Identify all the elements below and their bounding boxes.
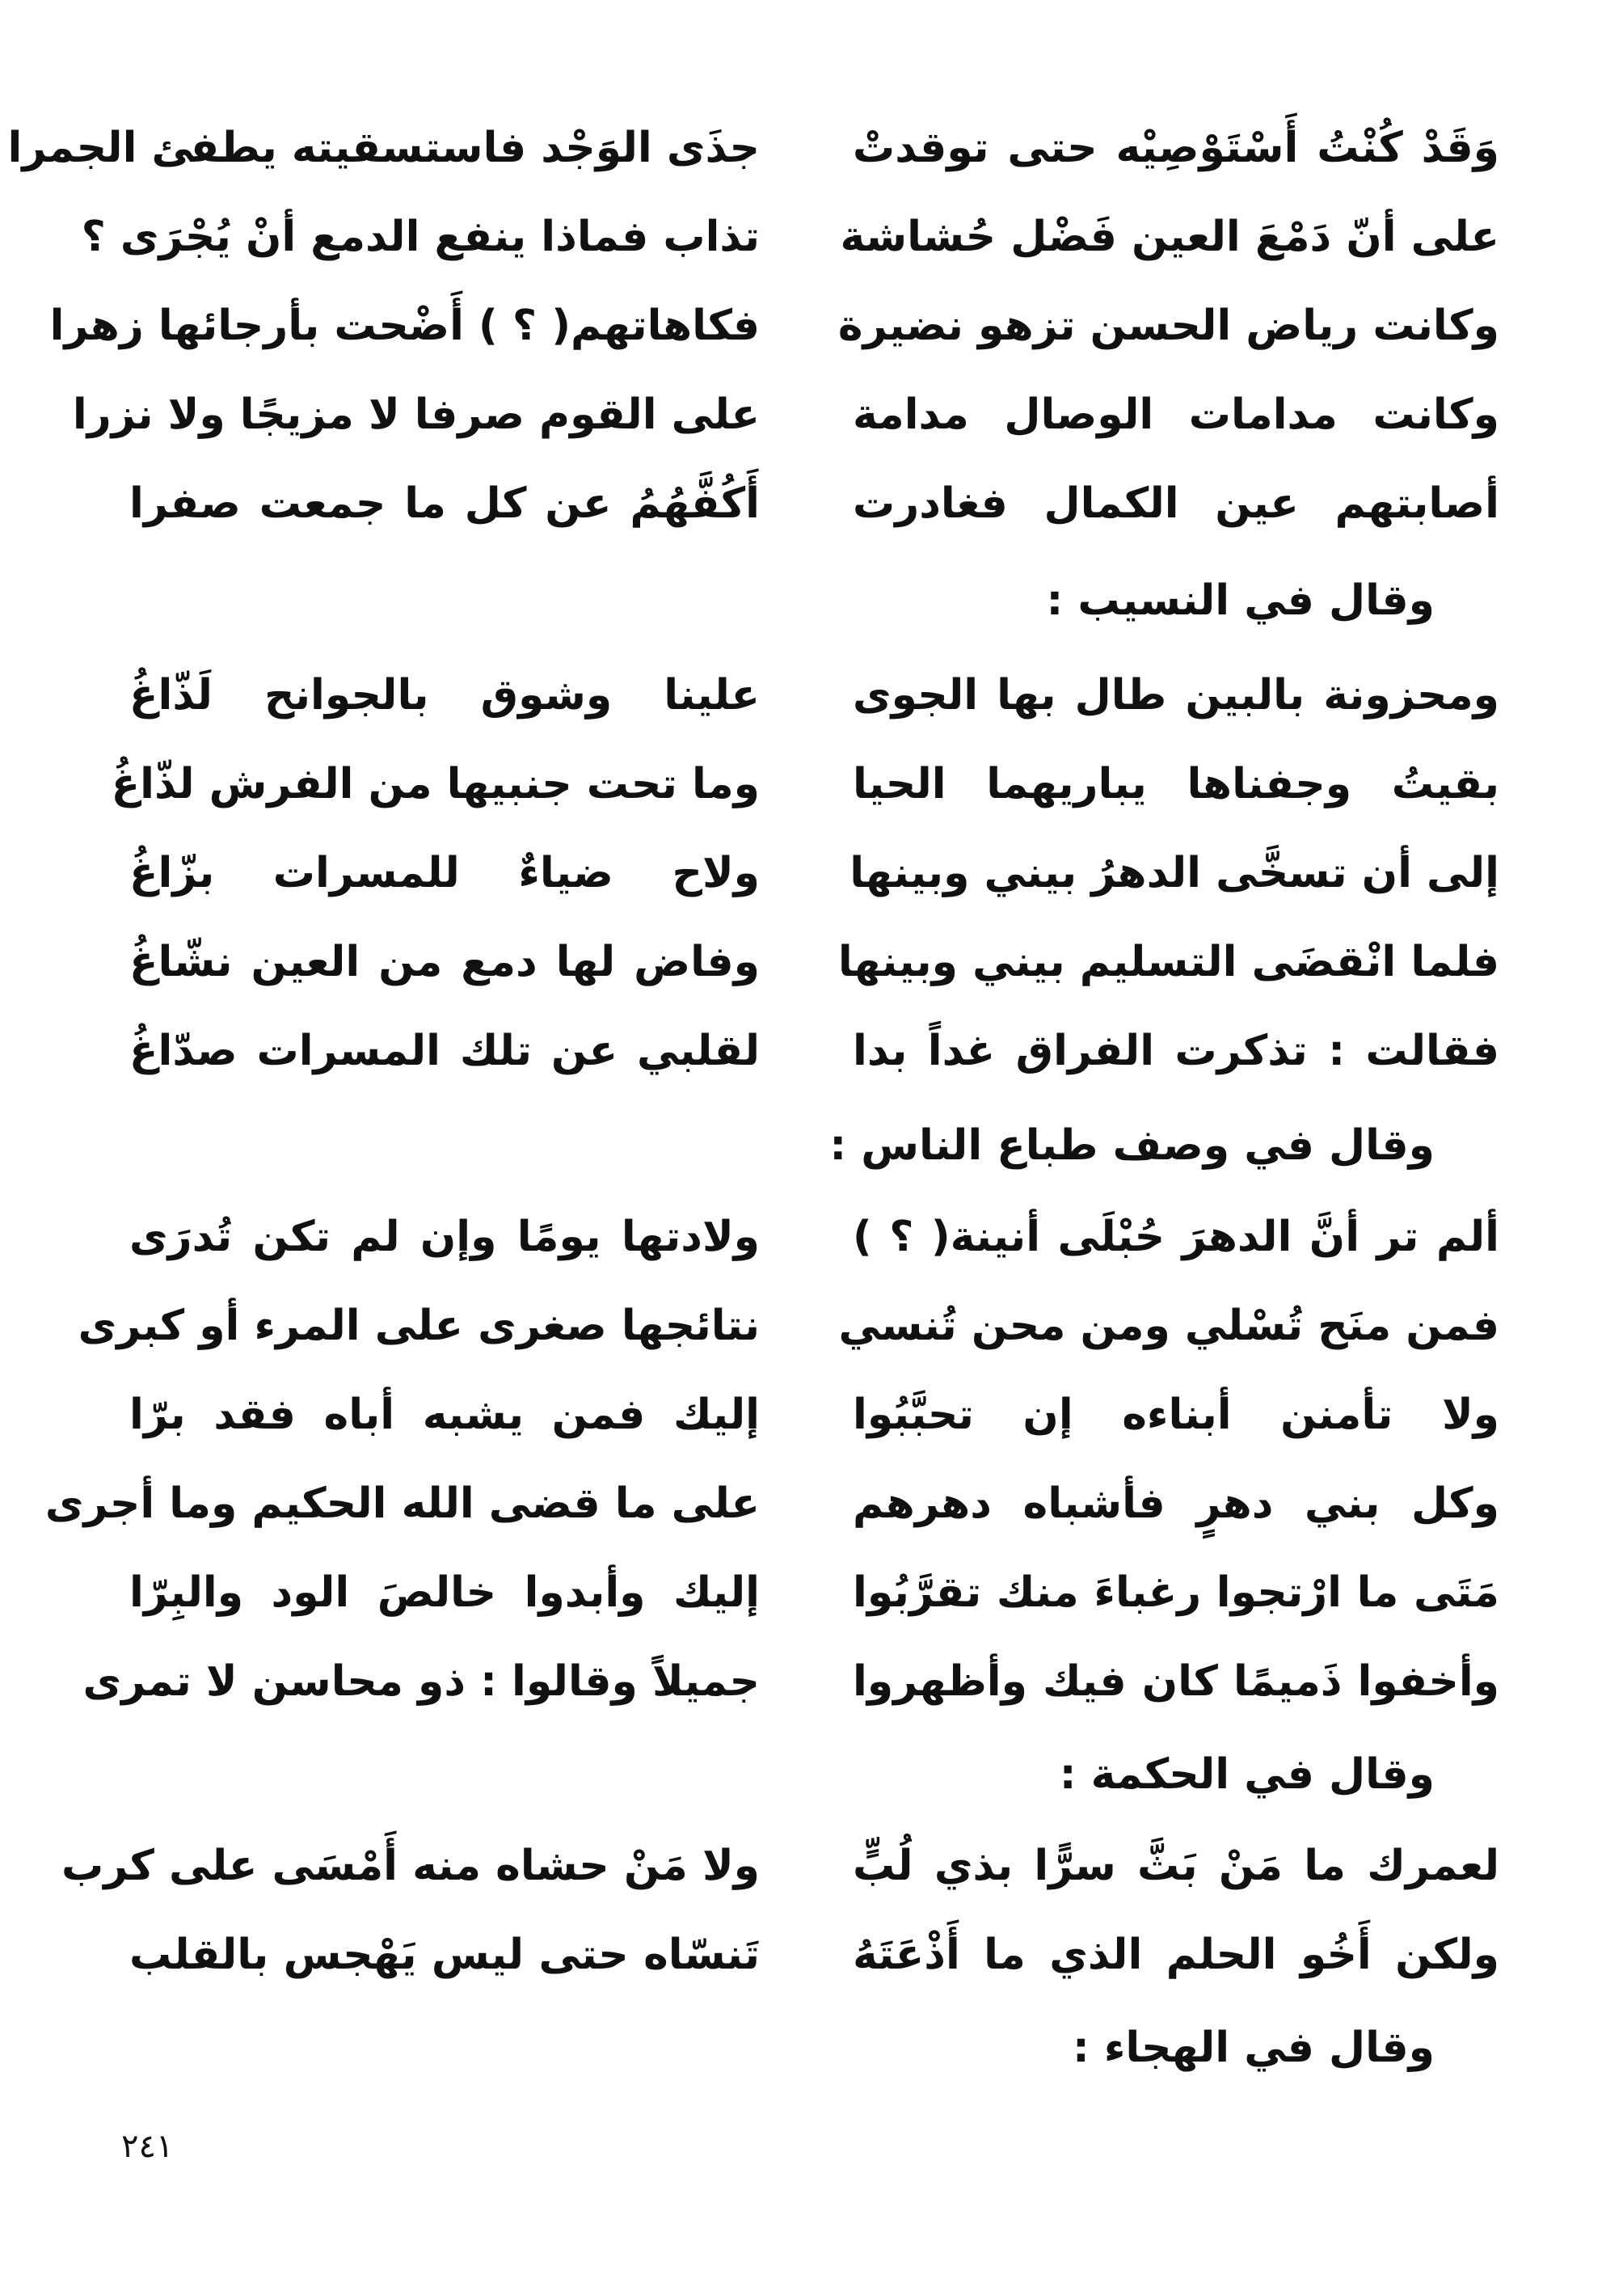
verse-second-hemistich: ولا مَنْ حشاه منه أَمْسَى على كرب xyxy=(61,1842,760,1890)
verse-first-hemistich: وَقَدْ كُنْتُ أَسْتَوْصِيْه حتى توقدتْ xyxy=(853,124,1499,172)
verse-second-hemistich: ولادتها يومًا وإن لم تكن تُدرَى xyxy=(129,1213,760,1261)
verse-first-hemistich: لعمرك ما مَنْ بَثَّ سرًّا بذي لُبٍّ xyxy=(853,1842,1499,1890)
verse-first-hemistich: فقالت : تذكرت الفراق غداً بدا xyxy=(853,1027,1499,1075)
verse-first-hemistich: ألم تر أنَّ الدهرَ حُبْلَى أنينة( ؟ ) xyxy=(853,1213,1499,1261)
verse-first-hemistich: ولكن أَخُو الحلم الذي ما أَذْعَتَهُ xyxy=(853,1931,1499,1979)
verse-first-hemistich: فمن منَح تُسْلي ومن محن تُنسي xyxy=(838,1302,1499,1350)
verse-second-hemistich: جذَى الوَجْد فاستسقيته يطفئ الجمرا xyxy=(7,124,760,172)
verse-first-hemistich: فلما انْقضَى التسليم بيني وبينها xyxy=(837,938,1499,986)
section-heading: وقال في وصف طباع الناس : xyxy=(829,1121,1435,1170)
verse-second-hemistich: وما تحت جنبيها من الفرش لذّاغُ xyxy=(111,760,760,808)
verse-second-hemistich: ولاح ضياءٌ للمسرات بزّاغُ xyxy=(129,849,760,897)
verse-second-hemistich: وفاض لها دمع من العين نشّاغُ xyxy=(129,938,760,986)
verse-second-hemistich: إليك وأبدوا خالصَ الود والبِرّا xyxy=(129,1568,760,1617)
verse-first-hemistich: وكل بني دهرٍ فأشباه دهرهم xyxy=(853,1479,1499,1528)
verse-second-hemistich: أَكُفَّهُمُ عن كل ما جمعت صفرا xyxy=(129,479,760,528)
verse-first-hemistich: إلى أن تسخَّى الدهرُ بيني وبينها xyxy=(849,849,1499,897)
verse-first-hemistich: أصابتهم عين الكمال فغادرت xyxy=(853,479,1499,528)
verse-second-hemistich: تذاب فماذا ينفع الدمع أنْ يُجْرَى ؟ xyxy=(81,213,760,261)
verse-first-hemistich: ولا تأمنن أبناءه إن تحبَّبُوا xyxy=(853,1391,1499,1439)
verse-first-hemistich: وكانت مدامات الوصال مدامة xyxy=(853,390,1499,439)
verse-first-hemistich: ومحزونة بالبين طال بها الجوى xyxy=(853,671,1499,720)
verse-first-hemistich: مَتَى ما ارْتجوا رغباءَ منك تقرَّبُوا xyxy=(853,1568,1499,1617)
verse-first-hemistich: وأخفوا ذَميمًا كان فيك وأظهروا xyxy=(853,1657,1499,1706)
verse-second-hemistich: إليك فمن يشبه أباه فقد برّا xyxy=(129,1391,760,1439)
verse-second-hemistich: فكاهاتهم( ؟ ) أَضْحت بأرجائها زهرا xyxy=(49,302,760,350)
section-heading: وقال في الهجاء : xyxy=(1072,2024,1435,2072)
verse-first-hemistich: وكانت رياض الحسن تزهو نضيرة xyxy=(837,302,1499,350)
verse-first-hemistich: بقيتُ وجفناها يباريهما الحيا xyxy=(853,760,1499,808)
verse-second-hemistich: تَنسّاه حتى ليس يَهْجس بالقلب xyxy=(129,1931,760,1979)
verse-second-hemistich: على القوم صرفا لا مزيجًا ولا نزرا xyxy=(72,390,760,439)
verse-second-hemistich: نتائجها صغرى على المرء أو كبرى xyxy=(78,1302,760,1350)
verse-first-hemistich: على أنّ دَمْعَ العين فَضْل حُشاشة xyxy=(840,213,1499,261)
section-heading: وقال في الحكمة : xyxy=(1059,1750,1435,1799)
verse-second-hemistich: جميلاً وقالوا : ذو محاسن لا تمرى xyxy=(82,1657,760,1706)
verse-second-hemistich: على ما قضى الله الحكيم وما أجرى xyxy=(44,1479,760,1528)
verse-second-hemistich: لقلبي عن تلك المسرات صدّاغُ xyxy=(129,1027,760,1075)
page-number: ٢٤١ xyxy=(121,2128,174,2165)
section-heading: وقال في النسيب : xyxy=(1046,576,1435,625)
verse-second-hemistich: علينا وشوق بالجوانح لَذّاغُ xyxy=(129,671,760,720)
